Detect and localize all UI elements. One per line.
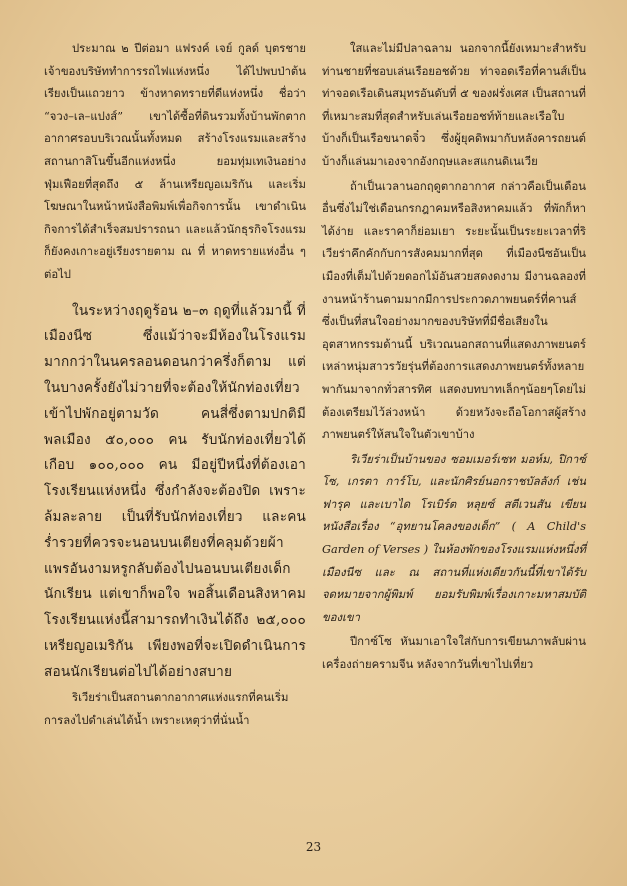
right-text-column <box>322 38 586 679</box>
paragraph-gould-resort: ประมาณ ๒ ปีต่อมา แฟรงค์ เจย์ กูลด์ บุตรชายเจ้าของบริษัททำการรถไฟแห่งหนึ่ง ได้ไปพบป่าต้น เรียงเป็นแถวยาว ข้างหาดทรายที่ดีแห่งหนึ่ง ชื่อว่า “จวง–เล–แปงส์” เขาได้ซื้อที่ดินรวมทั้งบ้านพักตากอากาศรอบบริเวณนั้นทั้งหมด สร้างโรงแรมและสร้างสถานกาสิโนขึ้นอีกแห่งหนึ่ง ยอมทุ่มเทเงินอย่างฟุ่มเฟือยที่สุดถึง ๕ ล้านเหรียญอเมริกัน และเริ่มโฆษณาในหน้าหนังสือพิมพ์เพื่อกิจการนั้น เขาดำเนินกิจการได้สำเร็จสมปรารถนา และแล้วนักธุรกิจโรงแรมก็ยังคงเกาะอยู่เรียงรายตาม ณ ที่ หาดทรายแห่งอื่น ๆ ต่อไป <box>44 42 306 281</box>
paragraph-picasso: ปีกาซ์โซ หันมาเอาใจใส่กับการเขียนภาพลับผ่านเครื่องถ่ายครามจีน หลังจากวันที่เขาไปเที่ยว <box>322 635 586 672</box>
paragraph-nice-summer: ในระหว่างฤดูร้อน ๒–๓ ฤดูที่แล้วมานี้ ที่เมืองนีซ ซึ่งแม้ว่าจะมีห้องในโรงแรมมากกว่าในนครลอนดอนกว่าครึ่งก็ตาม แต่ในบางครั้งยังไม่วายที่จะต้องให้นักท่องเที่ยวเข้าไปพักอยู่ตามวัด คนสี่ซึ่งตามปกติมีพลเมือง ๕๐,๐๐๐ คน รับนักท่องเที่ยวได้เกือบ ๑๐๐,๐๐๐ คน มีอยู่ปีหนึ่งที่ต้องเอาโรงเรียนแห่งหนึ่ง ซึ่งกำลังจะต้องปิด เพราะล้มละลาย เป็นที่รับนักท่องเที่ยว และคนร่ำรวยที่ควรจะนอนบนเตียงที่คลุมด้วยผ้าแพรอันงามหรูกลับต้องไปนอนบนเตียงเด็กนักเรียน แต่เขาก็พอใจ พอสิ้นเดือนสิงหาคม โรงเรียนแห่งนี้สามารถทำเงินได้ถึง ๒๕,๐๐๐ เหรียญอเมริกัน เพียงพอที่จะเปิดดำเนินการสอนนักเรียนต่อไปได้อย่างสบาย <box>44 302 306 680</box>
paragraph-gap <box>44 289 306 299</box>
paragraph-yachting: ใสและไม่มีปลาฉลาม นอกจากนี้ยังเหมาะสำหรับท่านชายที่ชอบเล่นเรือยอชด้วย ท่าจอดเรือที่คานส์เป็นท่าจอดเรือเดินสมุทรอันดับที่ ๕ ของฝรั่งเศส เป็นสถานที่ที่เหมาะสมที่สุดสำหรับเล่นเรือยอชท์ท้ายและเรือใบ บ้างก็เป็นเรือขนาดจิ๋ว ซึ่งผู้ยุคดิพมากับหลังคารถยนต์ บ้างก็แล่นมาเองจากอังกฤษและสแกนดิเนเวีย <box>322 42 586 168</box>
left-text-column <box>44 38 306 735</box>
paragraph-off-season: ถ้าเป็นเวลานอกฤดูตากอากาศ กล่าวคือเป็นเดือนอื่นซึ่งไม่ใช่เดือนกรกฎาคมหรือสิงหาคมแล้ว ที่พักก็หาได้ง่าย และราคาก็ย่อมเยา ระยะนั้นเป็นระยะเวลาที่ริเวียร่าคึกคักกับการสังคมมากที่สุด ที่เมืองนีซอันเป็นเมืองที่เต็มไปด้วยดอกไม้อันสวยสดงดงาม มีงานฉลองที่งานหน้าร้านตามมากมีการประกวดภาพยนตร์ที่คานส์ ซึ่งเป็นที่สนใจอย่างมากของบริษัทที่มีชื่อเสียงในอุตสาหกรรมด้านนี้ บริเวณนอกสถานที่แสดงภาพยนตร์ เหล่าหนุ่มสาวรวัยรุ่นที่ต้องการแสดงภาพยนตร์ทั้งหลายพากันมาจากทั่วสารทิศ แสดงบทบาทเล็กๆน้อยๆโดยไม่ต้องเตรียมไว้ล่วงหน้า ด้วยหวังจะถือโอกาสผู้สร้างภาพยนตร์ให้สนใจในตัวเขาบ้าง <box>322 179 586 442</box>
paragraph-riviera-swimming: ริเวียร่าเป็นสถานตากอากาศแห่งแรกที่คนเริ่มการลงไปดำเล่นได้น้ำ เพราะเหตุว่าที่นั่นน้ำ <box>44 691 289 728</box>
page-number: 23 <box>305 840 322 854</box>
paragraph-riviera-residents: ริเวียร่าเป็นบ้านของ ซอมเมอร์เซท มอห์ม, ปิกาซ์โซ, เกรตา การ์โบ, และนักศิรย์นอกราชบัลลังก์ เช่น ฟารุค และเบาได โรเบิร์ต หลุยซ์ สตีเวนสัน เขียนหนังสือเรื่อง “อุทยานโคลงของเด็ก” ( A Child's Garden of Verses ) ในห้องพักของโรงแรมแห่งหนึ่งที่เมืองนีซ และ ณ สถานที่แห่งเดียวกันนี้ที่เขาได้รับจดหมายจากผู้พิมพ์ ยอมรับพิมพ์เรื่องเกาะมหาสมบัติของเขา <box>322 452 586 624</box>
